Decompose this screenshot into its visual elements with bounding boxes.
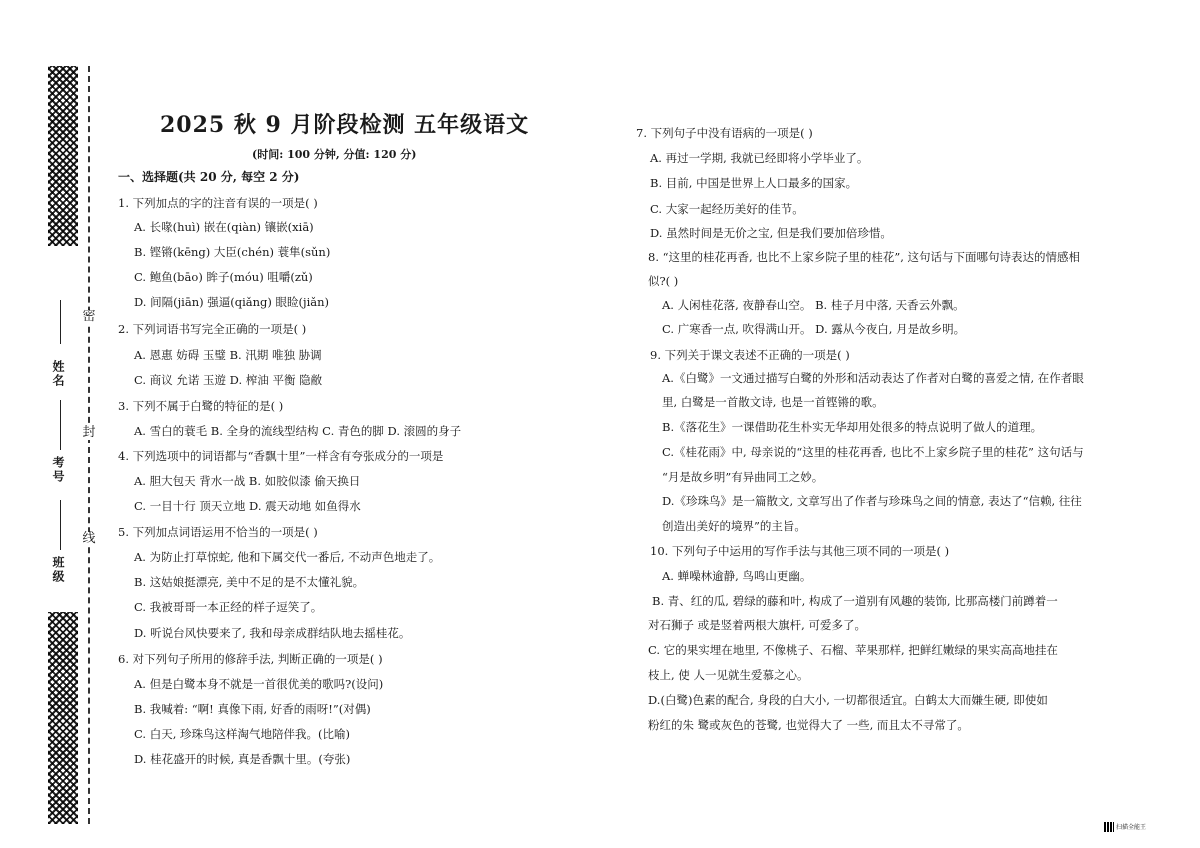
question-line: 9. 下列关于课文表述不正确的一项是( ) <box>650 348 850 362</box>
option-line: A. 人闲桂花落, 夜静春山空。 B. 桂子月中落, 天香云外飘。 <box>662 298 965 312</box>
option-line: D. 听说台风快要来了, 我和母亲成群结队地去摇桂花。 <box>134 626 411 640</box>
option-line: D. 虽然时间是无价之宝, 但是我们要加倍珍惜。 <box>650 226 892 240</box>
option-line: A.《白鹭》一文通过描写白鹭的外形和活动表达了作者对白鹭的喜爱之情, 在作者眼 <box>662 371 1084 385</box>
exam-no-label: 考号 <box>51 456 65 484</box>
exam-title: 2025 秋 9 月阶段检测 五年级语文 <box>160 112 530 138</box>
question-line: 1. 下列加点的字的注音有误的一项是( ) <box>118 196 318 210</box>
option-line: D. 间隔(jiān) 强逼(qiǎng) 眼睑(jiǎn) <box>134 295 330 309</box>
option-line-cont: 里, 白鹭是一首散文诗, 也是一首铿锵的歌。 <box>662 395 884 409</box>
option-line: B. 铿锵(kēng) 大臣(chén) 蓑隼(sǔn) <box>134 245 331 259</box>
question-line: 8. “这里的桂花再香, 也比不上家乡院子里的桂花”, 这句话与下面哪句诗表达的情感相 <box>648 250 1081 264</box>
scanner-watermark: 扫描全能王 <box>1116 824 1147 831</box>
seal-char-feng: 封 <box>82 425 96 440</box>
option-line: A. 为防止打草惊蛇, 他和下属交代一番后, 不动声色地走了。 <box>134 550 441 564</box>
option-line: B. 目前, 中国是世界上人口最多的国家。 <box>650 176 858 190</box>
option-line: B. 青、红的瓜, 碧绿的藤和叶, 构成了一道别有风趣的装饰, 比那高楼门前蹲着一 <box>652 594 1058 608</box>
question-line-cont: 似?( ) <box>648 274 679 288</box>
option-line: A. 再过一学期, 我就已经即将小学毕业了。 <box>650 151 869 165</box>
question-line: 2. 下列词语书写完全正确的一项是( ) <box>118 322 307 336</box>
option-line: D. 桂花盛开的时候, 真是香飘十里。(夸张) <box>134 752 351 766</box>
option-line: B.《落花生》一课借助花生朴实无华却用处很多的特点说明了做人的道理。 <box>662 420 1043 434</box>
option-line: A. 但是白鹭本身不就是一首很优美的歌吗?(设问) <box>134 677 384 691</box>
option-line: C. 大家一起经历美好的佳节。 <box>650 202 804 216</box>
seal-char-mi: 密 <box>82 309 96 324</box>
scanner-qr-icon <box>1104 822 1114 832</box>
seal-char-xian: 线 <box>82 531 96 546</box>
option-line: C. 一目十行 顶天立地 D. 震天动地 如鱼得水 <box>134 499 361 513</box>
class-blank-line <box>60 500 61 550</box>
question-line: 7. 下列句子中没有语病的一项是( ) <box>636 126 813 140</box>
option-line: A. 长喙(huì) 嵌在(qiàn) 镶嵌(xiā) <box>134 220 314 234</box>
section-heading: 一、选择题(共 20 分, 每空 2 分) <box>118 170 300 184</box>
option-line: B. 这姑娘挺漂亮, 美中不足的是不太懂礼貌。 <box>134 575 365 589</box>
binding-pattern-top <box>48 66 78 246</box>
option-line: C. 商议 允诺 玉遊 D. 榨油 平衡 隐敝 <box>134 373 323 387</box>
option-line: C. 白天, 珍珠鸟这样淘气地陪伴我。(比喻) <box>134 727 350 741</box>
exam-no-blank-line <box>60 400 61 450</box>
binding-dashed-line <box>88 66 90 824</box>
name-blank-line <box>60 300 61 344</box>
option-line: C. 它的果实埋在地里, 不像桃子、石榴、苹果那样, 把鲜红嫩绿的果实高高地挂在 <box>648 643 1058 657</box>
option-line: A. 雪白的蓑毛 B. 全身的流线型结构 C. 青色的脚 D. 滚圆的身子 <box>134 424 462 438</box>
option-line-cont: “月是故乡明”有异曲同工之妙。 <box>662 470 824 484</box>
name-label: 姓名 <box>51 360 65 388</box>
class-label: 班级 <box>51 556 65 584</box>
option-line: C. 广寒香一点, 吹得满山开。 D. 露从今夜白, 月是故乡明。 <box>662 322 966 336</box>
question-line: 10. 下列句子中运用的写作手法与其他三项不同的一项是( ) <box>650 544 950 558</box>
option-line: A. 恩惠 妨碍 玉璧 B. 汛期 唯独 胁调 <box>134 348 322 362</box>
question-line: 5. 下列加点词语运用不恰当的一项是( ) <box>118 525 318 539</box>
option-line: D.(白鹭)色素的配合, 身段的白大小, 一切都很适宜。白鹤太大而嫌生硬, 即使如 <box>648 693 1048 707</box>
option-line: C.《桂花雨》中, 母亲说的“这里的桂花再香, 也比不上家乡院子里的桂花” 这句话与 <box>662 445 1084 459</box>
question-line: 3. 下列不属于白鹭的特征的是( ) <box>118 399 284 413</box>
binding-pattern-bottom <box>48 612 78 824</box>
option-line-cont: 对石狮子 或是竖着两根大旗杆, 可爱多了。 <box>648 618 866 632</box>
option-line: D.《珍珠鸟》是一篇散文, 文章写出了作者与珍珠鸟之间的情意, 表达了“信赖, 往往 <box>662 494 1082 508</box>
question-line: 6. 对下列句子所用的修辞手法, 判断正确的一项是( ) <box>118 652 383 666</box>
option-line-cont: 粉红的朱 鹭或灰色的苍鹭, 也觉得大了 一些, 而且太不寻常了。 <box>648 718 969 732</box>
option-line: B. 我喊着: “啊! 真像下雨, 好香的雨呀!”(对偶) <box>134 702 371 716</box>
option-line: A. 胆大包天 背水一战 B. 如胶似漆 偷天换日 <box>134 474 361 488</box>
option-line: A. 蝉噪林逾静, 鸟鸣山更幽。 <box>662 569 812 583</box>
option-line-cont: 枝上, 使 人一见就生爱慕之心。 <box>648 668 809 682</box>
option-line: C. 鲍鱼(bāo) 眸子(móu) 咀嚼(zǔ) <box>134 270 313 284</box>
question-line: 4. 下列选项中的词语都与“香飘十里”一样含有夸张成分的一项是 <box>118 449 444 463</box>
option-line: C. 我被哥哥一本正经的样子逗笑了。 <box>134 600 323 614</box>
exam-subtitle: (时间: 100 分钟, 分值: 120 分) <box>252 148 417 161</box>
option-line-cont: 创造出美好的境界”的主旨。 <box>662 519 806 533</box>
